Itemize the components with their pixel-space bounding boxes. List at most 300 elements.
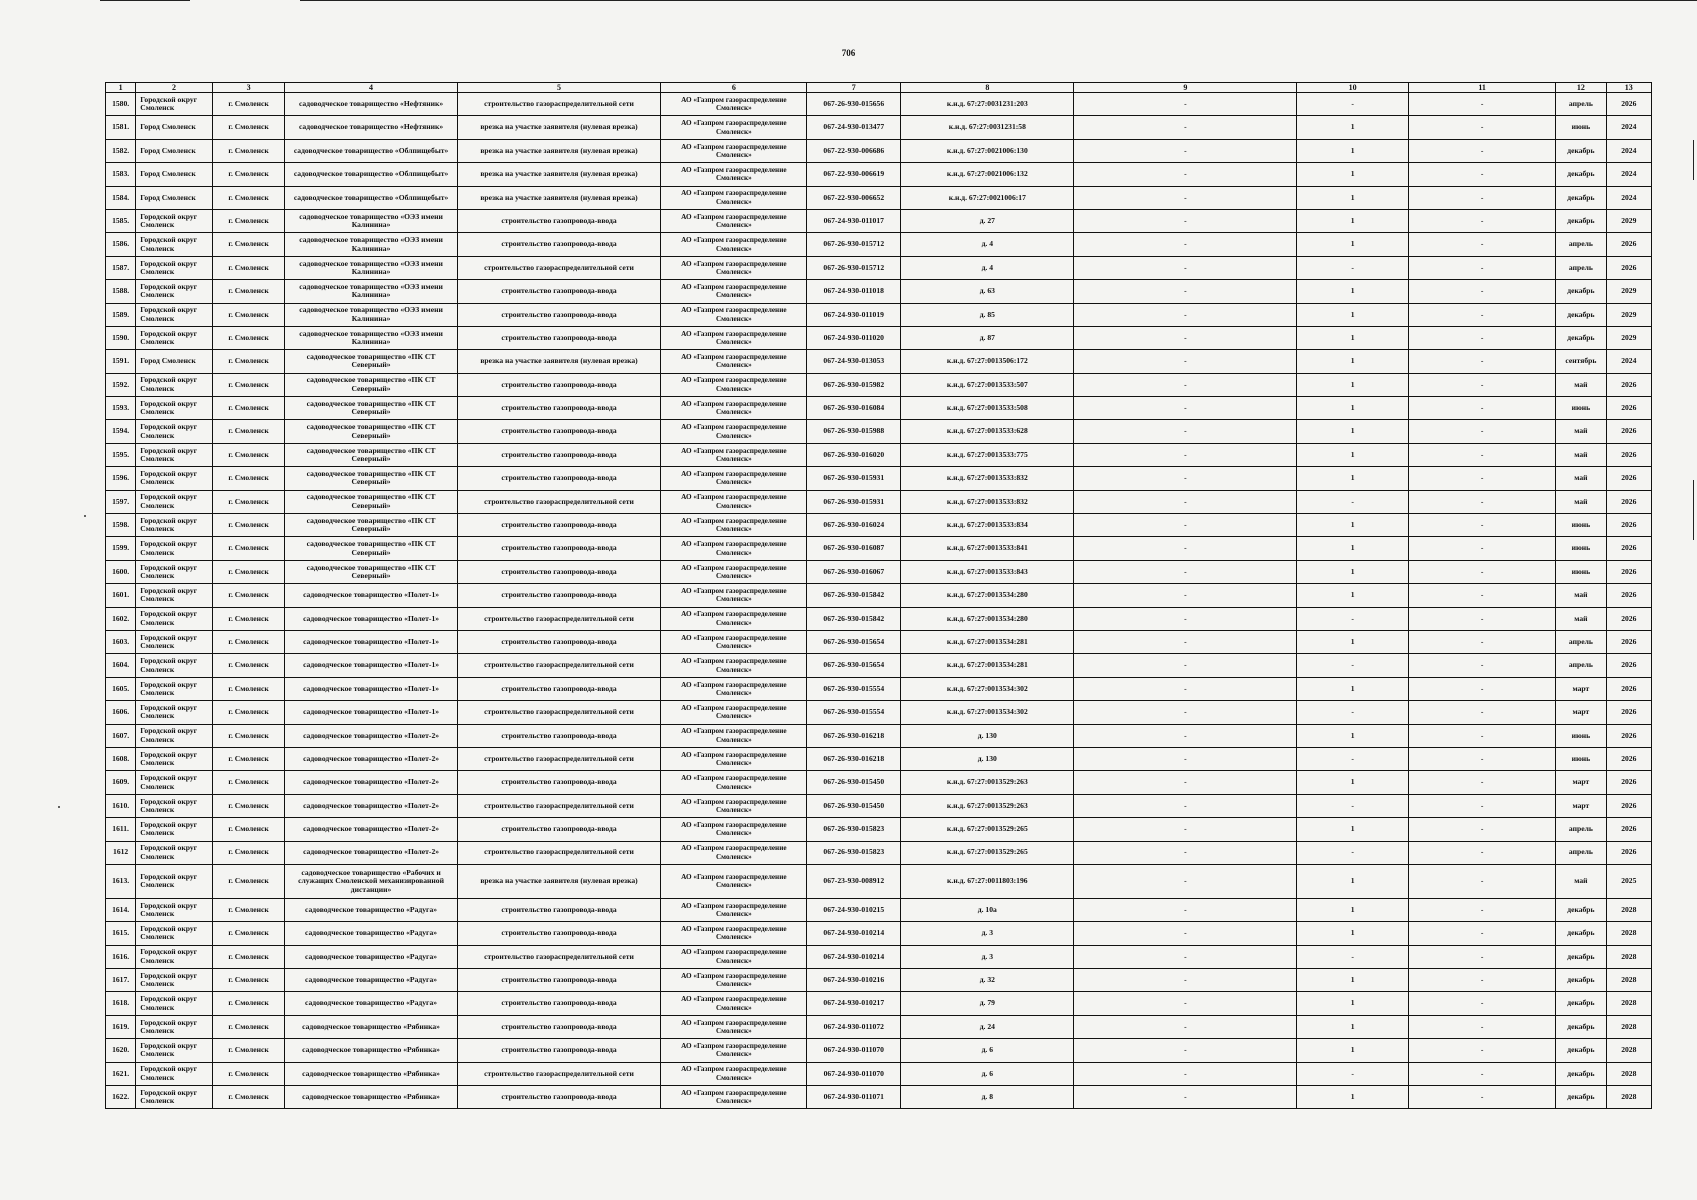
cell-column-10: -	[1297, 945, 1409, 968]
cell-row-number: 1589.	[106, 303, 136, 326]
cell-work-type: строительство газопровода-ввода	[457, 1039, 661, 1062]
cell-partnership-name: садоводческое товарищество «Облпищебыт»	[285, 163, 457, 186]
cell-year: 2028	[1606, 1086, 1651, 1109]
cell-year: 2024	[1606, 116, 1651, 139]
scan-edge-line-right	[300, 0, 1697, 1]
table-row	[106, 116, 1652, 139]
cell-work-type: строительство газораспределительной сети	[457, 490, 661, 513]
cell-locality: г. Смоленск	[212, 771, 285, 794]
cell-application-number: 067-24-930-011070	[807, 1062, 901, 1085]
cell-land-plot: д. 3	[901, 945, 1074, 968]
cell-application-number: 067-26-930-015554	[807, 677, 901, 700]
cell-month: июнь	[1556, 747, 1606, 770]
cell-partnership-name: садоводческое товарищество «Полет-2»	[285, 724, 457, 747]
cell-partnership-name: садоводческое товарищество «ПК СТ Северный»	[285, 490, 457, 513]
cell-operator: АО «Газпром газораспределение Смоленск»	[661, 747, 807, 770]
scan-speck	[84, 515, 86, 517]
cell-locality: г. Смоленск	[212, 584, 285, 607]
registry-body	[106, 93, 1652, 1109]
cell-municipality: Городской округ Смоленск	[136, 607, 213, 630]
cell-column-10: 1	[1297, 514, 1409, 537]
cell-work-type: строительство газораспределительной сети	[457, 93, 661, 116]
cell-year: 2026	[1606, 233, 1651, 256]
cell-month: декабрь	[1556, 209, 1606, 232]
cell-column-9: -	[1074, 607, 1297, 630]
cell-land-plot: д. 6	[901, 1039, 1074, 1062]
cell-column-11: -	[1409, 280, 1556, 303]
cell-operator: АО «Газпром газораспределение Смоленск»	[661, 163, 807, 186]
column-number-header-row	[106, 83, 1652, 93]
cell-year: 2026	[1606, 654, 1651, 677]
cell-application-number: 067-22-930-006652	[807, 186, 901, 209]
cell-land-plot: к.н.д. 67:27:0021006:132	[901, 163, 1074, 186]
cell-work-type: строительство газопровода-ввода	[457, 467, 661, 490]
cell-locality: г. Смоленск	[212, 898, 285, 921]
cell-work-type: строительство газопровода-ввода	[457, 630, 661, 653]
cell-locality: г. Смоленск	[212, 747, 285, 770]
cell-partnership-name: садоводческое товарищество «Рябинка»	[285, 1086, 457, 1109]
scan-edge-line-left	[100, 0, 190, 1]
cell-application-number: 067-26-930-015656	[807, 93, 901, 116]
cell-work-type: строительство газопровода-ввода	[457, 677, 661, 700]
cell-partnership-name: садоводческое товарищество «Полет-2»	[285, 771, 457, 794]
table-row	[106, 969, 1652, 992]
cell-month: декабрь	[1556, 280, 1606, 303]
cell-column-10: 1	[1297, 467, 1409, 490]
cell-locality: г. Смоленск	[212, 945, 285, 968]
cell-year: 2026	[1606, 93, 1651, 116]
table-row	[106, 818, 1652, 841]
column-header-8: 8	[901, 83, 1074, 93]
cell-column-10: 1	[1297, 771, 1409, 794]
cell-land-plot: д. 3	[901, 922, 1074, 945]
cell-work-type: строительство газопровода-ввода	[457, 584, 661, 607]
cell-locality: г. Смоленск	[212, 537, 285, 560]
table-row	[106, 841, 1652, 864]
table-row	[106, 467, 1652, 490]
cell-locality: г. Смоленск	[212, 1086, 285, 1109]
cell-operator: АО «Газпром газораспределение Смоленск»	[661, 1086, 807, 1109]
cell-land-plot: д. 32	[901, 969, 1074, 992]
cell-locality: г. Смоленск	[212, 326, 285, 349]
cell-municipality: Городской округ Смоленск	[136, 514, 213, 537]
cell-municipality: Городской округ Смоленск	[136, 280, 213, 303]
table-row	[106, 771, 1652, 794]
cell-column-11: -	[1409, 443, 1556, 466]
cell-locality: г. Смоленск	[212, 163, 285, 186]
cell-work-type: строительство газораспределительной сети	[457, 256, 661, 279]
cell-month: апрель	[1556, 256, 1606, 279]
table-row	[106, 747, 1652, 770]
cell-column-10: 1	[1297, 280, 1409, 303]
cell-row-number: 1584.	[106, 186, 136, 209]
cell-land-plot: к.н.д. 67:27:0013534:280	[901, 607, 1074, 630]
table-row	[106, 93, 1652, 116]
cell-land-plot: к.н.д. 67:27:0031231:203	[901, 93, 1074, 116]
cell-municipality: Городской округ Смоленск	[136, 701, 213, 724]
cell-land-plot: к.н.д. 67:27:0013533:508	[901, 397, 1074, 420]
cell-column-10: 1	[1297, 397, 1409, 420]
cell-locality: г. Смоленск	[212, 420, 285, 443]
cell-month: декабрь	[1556, 1086, 1606, 1109]
cell-municipality: Городской округ Смоленск	[136, 537, 213, 560]
cell-column-11: -	[1409, 654, 1556, 677]
column-header-4: 4	[285, 83, 457, 93]
cell-land-plot: к.н.д. 67:27:0013529:265	[901, 841, 1074, 864]
cell-application-number: 067-26-930-015982	[807, 373, 901, 396]
table-row	[106, 514, 1652, 537]
cell-month: май	[1556, 864, 1606, 898]
cell-column-11: -	[1409, 560, 1556, 583]
cell-column-9: -	[1074, 560, 1297, 583]
cell-locality: г. Смоленск	[212, 677, 285, 700]
cell-application-number: 067-24-930-010217	[807, 992, 901, 1015]
table-row	[106, 373, 1652, 396]
cell-operator: АО «Газпром газораспределение Смоленск»	[661, 654, 807, 677]
cell-column-10: 1	[1297, 209, 1409, 232]
cell-row-number: 1608.	[106, 747, 136, 770]
cell-year: 2026	[1606, 724, 1651, 747]
table-row	[106, 864, 1652, 898]
table-row	[106, 1062, 1652, 1085]
cell-year: 2029	[1606, 303, 1651, 326]
cell-row-number: 1617.	[106, 969, 136, 992]
cell-month: июнь	[1556, 724, 1606, 747]
cell-land-plot: к.н.д. 67:27:0013529:265	[901, 818, 1074, 841]
cell-operator: АО «Газпром газораспределение Смоленск»	[661, 93, 807, 116]
cell-row-number: 1619.	[106, 1015, 136, 1038]
cell-locality: г. Смоленск	[212, 701, 285, 724]
cell-application-number: 067-26-930-015712	[807, 233, 901, 256]
table-row	[106, 350, 1652, 373]
cell-month: декабрь	[1556, 186, 1606, 209]
cell-column-11: -	[1409, 397, 1556, 420]
cell-operator: АО «Газпром газораспределение Смоленск»	[661, 630, 807, 653]
cell-municipality: Городской округ Смоленск	[136, 93, 213, 116]
cell-column-10: 1	[1297, 864, 1409, 898]
cell-partnership-name: садоводческое товарищество «ПК СТ Северный»	[285, 420, 457, 443]
cell-operator: АО «Газпром газораспределение Смоленск»	[661, 467, 807, 490]
cell-operator: АО «Газпром газораспределение Смоленск»	[661, 139, 807, 162]
cell-operator: АО «Газпром газораспределение Смоленск»	[661, 490, 807, 513]
cell-locality: г. Смоленск	[212, 969, 285, 992]
cell-row-number: 1615.	[106, 922, 136, 945]
cell-locality: г. Смоленск	[212, 630, 285, 653]
cell-operator: АО «Газпром газораспределение Смоленск»	[661, 607, 807, 630]
cell-municipality: Городской округ Смоленск	[136, 771, 213, 794]
cell-partnership-name: садоводческое товарищество «ОЭЗ имени Калинина»	[285, 303, 457, 326]
cell-column-9: -	[1074, 326, 1297, 349]
cell-application-number: 067-24-930-011070	[807, 1039, 901, 1062]
cell-application-number: 067-26-930-015654	[807, 630, 901, 653]
cell-application-number: 067-24-930-010216	[807, 969, 901, 992]
cell-year: 2026	[1606, 818, 1651, 841]
column-header-9: 9	[1074, 83, 1297, 93]
column-header-6: 6	[661, 83, 807, 93]
cell-partnership-name: садоводческое товарищество «Радуга»	[285, 922, 457, 945]
cell-year: 2026	[1606, 514, 1651, 537]
cell-work-type: строительство газораспределительной сети	[457, 607, 661, 630]
cell-column-10: 1	[1297, 537, 1409, 560]
cell-partnership-name: садоводческое товарищество «ПК СТ Северный»	[285, 514, 457, 537]
cell-locality: г. Смоленск	[212, 560, 285, 583]
cell-column-10: 1	[1297, 677, 1409, 700]
table-row	[106, 1039, 1652, 1062]
cell-application-number: 067-26-930-015931	[807, 490, 901, 513]
cell-year: 2029	[1606, 280, 1651, 303]
page-number: 706	[841, 48, 856, 58]
cell-partnership-name: садоводческое товарищество «Облпищебыт»	[285, 186, 457, 209]
cell-column-9: -	[1074, 163, 1297, 186]
cell-column-10: 1	[1297, 186, 1409, 209]
cell-column-9: -	[1074, 139, 1297, 162]
cell-year: 2028	[1606, 992, 1651, 1015]
cell-year: 2026	[1606, 443, 1651, 466]
column-header-5: 5	[457, 83, 661, 93]
cell-work-type: строительство газораспределительной сети	[457, 841, 661, 864]
cell-work-type: врезка на участке заявителя (нулевая врезка)	[457, 186, 661, 209]
cell-column-10: 1	[1297, 303, 1409, 326]
cell-row-number: 1622.	[106, 1086, 136, 1109]
cell-land-plot: к.н.д. 67:27:0031231:58	[901, 116, 1074, 139]
cell-column-10: -	[1297, 93, 1409, 116]
table-row	[106, 677, 1652, 700]
cell-municipality: Городской округ Смоленск	[136, 841, 213, 864]
cell-work-type: врезка на участке заявителя (нулевая врезка)	[457, 139, 661, 162]
cell-work-type: строительство газопровода-ввода	[457, 209, 661, 232]
column-header-10: 10	[1297, 83, 1409, 93]
cell-land-plot: д. 130	[901, 724, 1074, 747]
cell-row-number: 1613.	[106, 864, 136, 898]
cell-year: 2028	[1606, 1039, 1651, 1062]
cell-operator: АО «Газпром газораспределение Смоленск»	[661, 1015, 807, 1038]
cell-work-type: строительство газораспределительной сети	[457, 654, 661, 677]
cell-locality: г. Смоленск	[212, 350, 285, 373]
cell-application-number: 067-26-930-015823	[807, 818, 901, 841]
cell-year: 2026	[1606, 584, 1651, 607]
cell-row-number: 1588.	[106, 280, 136, 303]
cell-locality: г. Смоленск	[212, 397, 285, 420]
cell-column-11: -	[1409, 1015, 1556, 1038]
cell-application-number: 067-26-930-016218	[807, 724, 901, 747]
cell-month: декабрь	[1556, 898, 1606, 921]
cell-column-11: -	[1409, 771, 1556, 794]
cell-column-9: -	[1074, 701, 1297, 724]
cell-partnership-name: садоводческое товарищество «Полет-2»	[285, 818, 457, 841]
cell-month: декабрь	[1556, 1062, 1606, 1085]
cell-municipality: Городской округ Смоленск	[136, 443, 213, 466]
cell-year: 2026	[1606, 841, 1651, 864]
cell-column-10: 1	[1297, 163, 1409, 186]
cell-column-9: -	[1074, 992, 1297, 1015]
cell-month: декабрь	[1556, 969, 1606, 992]
cell-month: апрель	[1556, 233, 1606, 256]
cell-column-10: 1	[1297, 818, 1409, 841]
cell-partnership-name: садоводческое товарищество «Рябинка»	[285, 1039, 457, 1062]
cell-row-number: 1583.	[106, 163, 136, 186]
cell-municipality: Городской округ Смоленск	[136, 654, 213, 677]
cell-month: апрель	[1556, 93, 1606, 116]
cell-column-11: -	[1409, 303, 1556, 326]
cell-municipality: Городской округ Смоленск	[136, 490, 213, 513]
cell-operator: АО «Газпром газораспределение Смоленск»	[661, 945, 807, 968]
cell-work-type: строительство газопровода-ввода	[457, 818, 661, 841]
cell-column-10: 1	[1297, 373, 1409, 396]
cell-land-plot: д. 63	[901, 280, 1074, 303]
cell-row-number: 1595.	[106, 443, 136, 466]
cell-municipality: Городской округ Смоленск	[136, 256, 213, 279]
cell-operator: АО «Газпром газораспределение Смоленск»	[661, 397, 807, 420]
cell-work-type: строительство газопровода-ввода	[457, 771, 661, 794]
cell-locality: г. Смоленск	[212, 93, 285, 116]
cell-land-plot: д. 79	[901, 992, 1074, 1015]
cell-month: декабрь	[1556, 922, 1606, 945]
cell-land-plot: к.н.д. 67:27:0013534:281	[901, 654, 1074, 677]
cell-month: май	[1556, 443, 1606, 466]
cell-locality: г. Смоленск	[212, 654, 285, 677]
cell-column-10: 1	[1297, 898, 1409, 921]
cell-municipality: Городской округ Смоленск	[136, 864, 213, 898]
cell-partnership-name: садоводческое товарищество «ПК СТ Северный»	[285, 537, 457, 560]
cell-column-10: 1	[1297, 233, 1409, 256]
cell-land-plot: к.н.д. 67:27:0013533:507	[901, 373, 1074, 396]
cell-locality: г. Смоленск	[212, 443, 285, 466]
table-row	[106, 724, 1652, 747]
cell-operator: АО «Газпром газораспределение Смоленск»	[661, 864, 807, 898]
cell-row-number: 1587.	[106, 256, 136, 279]
cell-work-type: строительство газопровода-ввода	[457, 992, 661, 1015]
cell-application-number: 067-22-930-006619	[807, 163, 901, 186]
cell-partnership-name: садоводческое товарищество «ПК СТ Северный»	[285, 397, 457, 420]
table-row	[106, 654, 1652, 677]
cell-locality: г. Смоленск	[212, 724, 285, 747]
cell-column-11: -	[1409, 945, 1556, 968]
table-row	[106, 209, 1652, 232]
cell-locality: г. Смоленск	[212, 209, 285, 232]
cell-row-number: 1585.	[106, 209, 136, 232]
cell-partnership-name: садоводческое товарищество «Рябинка»	[285, 1015, 457, 1038]
cell-work-type: строительство газораспределительной сети	[457, 747, 661, 770]
cell-land-plot: д. 4	[901, 256, 1074, 279]
cell-partnership-name: садоводческое товарищество «Нефтяник»	[285, 116, 457, 139]
cell-work-type: строительство газопровода-ввода	[457, 898, 661, 921]
cell-work-type: строительство газопровода-ввода	[457, 1015, 661, 1038]
cell-partnership-name: садоводческое товарищество «ПК СТ Северный»	[285, 560, 457, 583]
cell-row-number: 1590.	[106, 326, 136, 349]
cell-column-9: -	[1074, 654, 1297, 677]
cell-locality: г. Смоленск	[212, 139, 285, 162]
cell-year: 2028	[1606, 969, 1651, 992]
cell-column-10: 1	[1297, 443, 1409, 466]
cell-municipality: Городской округ Смоленск	[136, 969, 213, 992]
cell-column-9: -	[1074, 303, 1297, 326]
cell-column-9: -	[1074, 898, 1297, 921]
cell-land-plot: к.н.д. 67:27:0013533:834	[901, 514, 1074, 537]
cell-partnership-name: садоводческое товарищество «Полет-1»	[285, 630, 457, 653]
column-header-11: 11	[1409, 83, 1556, 93]
cell-column-9: -	[1074, 397, 1297, 420]
table-row	[106, 1086, 1652, 1109]
cell-municipality: Город Смоленск	[136, 350, 213, 373]
cell-month: декабрь	[1556, 1015, 1606, 1038]
cell-column-10: -	[1297, 490, 1409, 513]
cell-municipality: Городской округ Смоленск	[136, 397, 213, 420]
cell-application-number: 067-24-930-013053	[807, 350, 901, 373]
cell-operator: АО «Газпром газораспределение Смоленск»	[661, 420, 807, 443]
cell-municipality: Город Смоленск	[136, 116, 213, 139]
cell-month: май	[1556, 584, 1606, 607]
cell-municipality: Городской округ Смоленск	[136, 373, 213, 396]
cell-land-plot: д. 24	[901, 1015, 1074, 1038]
cell-column-9: -	[1074, 256, 1297, 279]
cell-operator: АО «Газпром газораспределение Смоленск»	[661, 350, 807, 373]
cell-column-9: -	[1074, 186, 1297, 209]
cell-month: декабрь	[1556, 163, 1606, 186]
cell-locality: г. Смоленск	[212, 841, 285, 864]
cell-locality: г. Смоленск	[212, 256, 285, 279]
cell-year: 2026	[1606, 607, 1651, 630]
cell-row-number: 1604.	[106, 654, 136, 677]
cell-row-number: 1614.	[106, 898, 136, 921]
cell-municipality: Город Смоленск	[136, 139, 213, 162]
cell-partnership-name: садоводческое товарищество «ОЭЗ имени Калинина»	[285, 256, 457, 279]
cell-row-number: 1620.	[106, 1039, 136, 1062]
cell-column-10: 1	[1297, 724, 1409, 747]
cell-land-plot: к.н.д. 67:27:0021006:130	[901, 139, 1074, 162]
cell-year: 2026	[1606, 373, 1651, 396]
cell-partnership-name: садоводческое товарищество «Полет-2»	[285, 794, 457, 817]
cell-land-plot: к.н.д. 67:27:0021006:17	[901, 186, 1074, 209]
cell-column-9: -	[1074, 373, 1297, 396]
cell-column-10: -	[1297, 1062, 1409, 1085]
cell-operator: АО «Газпром газораспределение Смоленск»	[661, 701, 807, 724]
cell-application-number: 067-26-930-015931	[807, 467, 901, 490]
cell-column-9: -	[1074, 841, 1297, 864]
cell-application-number: 067-26-930-016024	[807, 514, 901, 537]
cell-row-number: 1621.	[106, 1062, 136, 1085]
cell-partnership-name: садоводческое товарищество «Полет-1»	[285, 654, 457, 677]
cell-row-number: 1616.	[106, 945, 136, 968]
cell-municipality: Городской округ Смоленск	[136, 794, 213, 817]
cell-column-9: -	[1074, 537, 1297, 560]
cell-operator: АО «Газпром газораспределение Смоленск»	[661, 818, 807, 841]
cell-column-9: -	[1074, 945, 1297, 968]
cell-column-9: -	[1074, 677, 1297, 700]
cell-locality: г. Смоленск	[212, 864, 285, 898]
cell-column-9: -	[1074, 1015, 1297, 1038]
cell-column-11: -	[1409, 233, 1556, 256]
cell-month: июнь	[1556, 560, 1606, 583]
scan-speck	[58, 806, 60, 808]
cell-column-11: -	[1409, 794, 1556, 817]
cell-column-9: -	[1074, 724, 1297, 747]
cell-row-number: 1605.	[106, 677, 136, 700]
cell-application-number: 067-24-930-011019	[807, 303, 901, 326]
cell-month: март	[1556, 677, 1606, 700]
cell-month: май	[1556, 373, 1606, 396]
cell-column-10: -	[1297, 654, 1409, 677]
cell-column-11: -	[1409, 373, 1556, 396]
cell-locality: г. Смоленск	[212, 818, 285, 841]
cell-operator: АО «Газпром газораспределение Смоленск»	[661, 584, 807, 607]
cell-month: декабрь	[1556, 945, 1606, 968]
cell-partnership-name: садоводческое товарищество «Радуга»	[285, 945, 457, 968]
cell-locality: г. Смоленск	[212, 373, 285, 396]
table-row	[106, 560, 1652, 583]
cell-column-10: 1	[1297, 969, 1409, 992]
cell-land-plot: к.н.д. 67:27:0013529:263	[901, 794, 1074, 817]
cell-year: 2026	[1606, 794, 1651, 817]
